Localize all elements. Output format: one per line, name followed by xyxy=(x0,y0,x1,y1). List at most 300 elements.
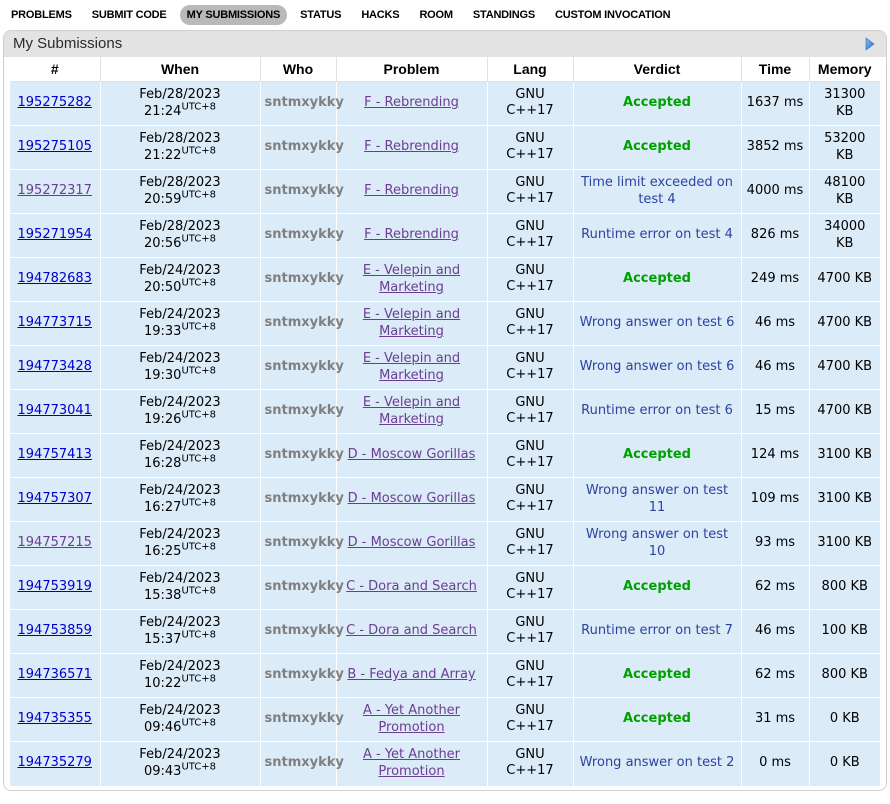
verdict-cell xyxy=(573,126,741,170)
submission-row xyxy=(10,82,880,126)
memory-value: 48100 KB xyxy=(824,174,866,207)
verdict-cell xyxy=(573,390,741,434)
submissions-tbody xyxy=(10,82,880,786)
submission-date: Feb/28/2023 xyxy=(139,218,221,234)
submission-date: Feb/24/2023 xyxy=(139,746,221,762)
handle-label: sntmxykky xyxy=(264,139,344,155)
submission-date: Feb/28/2023 xyxy=(139,174,221,190)
memory-cell xyxy=(809,698,880,742)
memory-cell xyxy=(809,610,880,654)
submission-id-link[interactable]: 194753919 xyxy=(17,579,92,595)
timezone-label: UTC+8 xyxy=(181,585,217,597)
handle-label: sntmxykky xyxy=(264,403,344,419)
verdict-text: Accepted xyxy=(623,711,691,727)
memory-value: 0 KB xyxy=(829,711,860,727)
col-header-who: Who xyxy=(260,57,336,82)
problem-cell xyxy=(336,302,487,346)
col-header-problem: Problem xyxy=(336,57,487,82)
nav-tab[interactable]: ROOM xyxy=(419,9,453,21)
handle-label: sntmxykky xyxy=(264,579,344,595)
timezone-label: UTC+8 xyxy=(181,717,217,729)
nav-tab[interactable]: STANDINGS xyxy=(472,9,536,21)
timezone-label: UTC+8 xyxy=(181,497,217,509)
submission-row xyxy=(10,214,880,258)
timezone-label: UTC+8 xyxy=(181,365,217,377)
submission-date: Feb/24/2023 xyxy=(139,614,221,630)
lang-label: GNU C++17 xyxy=(506,130,554,163)
problem-link[interactable]: F - Rebrending xyxy=(364,95,459,111)
verdict-cell xyxy=(573,566,741,610)
handle-label: sntmxykky xyxy=(264,315,344,331)
submission-id-cell xyxy=(10,522,100,566)
problem-link[interactable]: E - Velepin and Marketing xyxy=(362,394,461,427)
timezone-label: UTC+8 xyxy=(181,541,217,553)
submission-id-link[interactable]: 194736571 xyxy=(17,667,92,683)
time-cell xyxy=(741,522,809,566)
submission-id-link[interactable]: 195275105 xyxy=(17,139,92,155)
problem-cell xyxy=(336,698,487,742)
submission-id-link[interactable]: 195271954 xyxy=(17,227,92,243)
when-cell xyxy=(100,302,260,346)
submission-row xyxy=(10,742,880,786)
submission-row xyxy=(10,170,880,214)
verdict-cell xyxy=(573,214,741,258)
memory-value: 4700 KB xyxy=(817,315,873,331)
verdict-text: Time limit exceeded on test 4 xyxy=(581,174,733,207)
handle-label: sntmxykky xyxy=(264,271,344,287)
time-value: 124 ms xyxy=(750,447,800,463)
lang-cell xyxy=(487,522,573,566)
problem-link[interactable]: F - Rebrending xyxy=(364,227,459,243)
memory-value: 4700 KB xyxy=(817,271,873,287)
timezone-label: UTC+8 xyxy=(181,145,217,157)
lang-label: GNU C++17 xyxy=(506,482,554,515)
submission-date: Feb/24/2023 xyxy=(139,658,221,674)
verdict-cell xyxy=(573,698,741,742)
timezone-label: UTC+8 xyxy=(181,233,217,245)
submission-date: Feb/24/2023 xyxy=(139,350,221,366)
problem-link[interactable]: D - Moscow Gorillas xyxy=(347,491,476,507)
timezone-label: UTC+8 xyxy=(181,761,217,773)
my-submissions-panel xyxy=(3,30,887,791)
memory-value: 4700 KB xyxy=(817,359,873,375)
submission-id-cell xyxy=(10,82,100,126)
verdict-text: Wrong answer on test 10 xyxy=(585,526,729,559)
problem-link[interactable]: D - Moscow Gorillas xyxy=(347,447,476,463)
time-cell xyxy=(741,566,809,610)
submission-time: $16:25^{UTC+8}$ xyxy=(143,541,217,559)
handle-label: sntmxykky xyxy=(264,623,344,639)
lang-cell xyxy=(487,302,573,346)
submission-row xyxy=(10,434,880,478)
problem-link[interactable]: F - Rebrending xyxy=(364,139,459,155)
submission-id-cell xyxy=(10,478,100,522)
when-cell xyxy=(100,566,260,610)
problem-cell xyxy=(336,346,487,390)
verdict-text: Accepted xyxy=(623,95,691,111)
time-cell xyxy=(741,390,809,434)
problem-cell xyxy=(336,478,487,522)
timezone-label: UTC+8 xyxy=(181,673,217,685)
timezone-label: UTC+8 xyxy=(181,101,217,113)
submission-id-link[interactable]: 194757413 xyxy=(17,447,92,463)
when-cell xyxy=(100,82,260,126)
verdict-cell xyxy=(573,170,741,214)
memory-cell xyxy=(809,654,880,698)
who-cell xyxy=(260,434,344,478)
who-cell xyxy=(260,742,344,786)
submission-date: Feb/24/2023 xyxy=(139,438,221,454)
handle-label: sntmxykky xyxy=(264,227,344,243)
verdict-text: Accepted xyxy=(623,447,691,463)
memory-value: 3100 KB xyxy=(817,447,873,463)
problem-link[interactable]: F - Rebrending xyxy=(364,183,459,199)
submission-id-cell xyxy=(10,698,100,742)
memory-value: 34000 KB xyxy=(824,218,866,251)
problem-link[interactable]: B - Fedya and Array xyxy=(347,667,476,683)
who-cell xyxy=(260,126,344,170)
verdict-text: Runtime error on test 6 xyxy=(581,403,733,419)
handle-label: sntmxykky xyxy=(264,667,344,683)
contest-nav-bar xyxy=(0,0,890,30)
collapse-arrow-icon[interactable] xyxy=(863,36,877,52)
memory-cell xyxy=(809,522,880,566)
lang-cell xyxy=(487,214,573,258)
who-cell xyxy=(260,478,344,522)
handle-label: sntmxykky xyxy=(264,755,344,771)
problem-cell xyxy=(336,434,487,478)
memory-value: 800 KB xyxy=(821,667,868,683)
lang-cell xyxy=(487,610,573,654)
time-value: 15 ms xyxy=(754,403,796,419)
lang-cell xyxy=(487,170,573,214)
time-value: 46 ms xyxy=(754,359,796,375)
time-value: 62 ms xyxy=(754,579,796,595)
verdict-cell xyxy=(573,478,741,522)
verdict-text: Wrong answer on test 2 xyxy=(579,755,735,771)
table-header-row xyxy=(10,57,880,82)
when-cell xyxy=(100,522,260,566)
submission-id-cell xyxy=(10,214,100,258)
verdict-text: Runtime error on test 4 xyxy=(581,227,733,243)
lang-label: GNU C++17 xyxy=(506,702,554,735)
submission-date: Feb/24/2023 xyxy=(139,306,221,322)
problem-cell xyxy=(336,126,487,170)
submission-date: Feb/24/2023 xyxy=(139,702,221,718)
time-value: 93 ms xyxy=(754,535,796,551)
submission-time: $19:33^{UTC+8}$ xyxy=(143,321,217,339)
nav-tab[interactable]: SUBMIT CODE xyxy=(91,9,167,21)
time-cell xyxy=(741,126,809,170)
submission-id-link[interactable]: 194773715 xyxy=(17,315,92,331)
submission-date: Feb/24/2023 xyxy=(139,262,221,278)
nav-tab[interactable]: MY SUBMISSIONS xyxy=(180,5,288,25)
when-cell xyxy=(100,434,260,478)
submission-time: $10:22^{UTC+8}$ xyxy=(143,673,217,691)
verdict-cell xyxy=(573,302,741,346)
who-cell xyxy=(260,346,344,390)
who-cell xyxy=(260,170,344,214)
submission-date: Feb/28/2023 xyxy=(139,86,221,102)
time-cell xyxy=(741,302,809,346)
problem-link[interactable]: D - Moscow Gorillas xyxy=(347,535,476,551)
lang-cell xyxy=(487,742,573,786)
submission-row xyxy=(10,478,880,522)
timezone-label: UTC+8 xyxy=(181,321,217,333)
who-cell xyxy=(260,302,344,346)
verdict-cell xyxy=(573,654,741,698)
panel-caption xyxy=(4,31,886,57)
memory-cell xyxy=(809,742,880,786)
handle-label: sntmxykky xyxy=(264,491,344,507)
handle-label: sntmxykky xyxy=(264,447,344,463)
submission-id-cell xyxy=(10,302,100,346)
submission-time: $15:38^{UTC+8}$ xyxy=(143,585,217,603)
col-header-id: # xyxy=(10,57,100,82)
verdict-text: Accepted xyxy=(623,271,691,287)
lang-cell xyxy=(487,654,573,698)
verdict-cell xyxy=(573,258,741,302)
col-header-memory: Memory xyxy=(809,57,880,82)
memory-cell xyxy=(809,566,880,610)
memory-value: 3100 KB xyxy=(817,535,873,551)
submission-id-cell xyxy=(10,654,100,698)
problem-link[interactable]: E - Velepin and Marketing xyxy=(362,262,461,295)
time-value: 109 ms xyxy=(750,491,800,507)
time-cell xyxy=(741,478,809,522)
problem-cell xyxy=(336,390,487,434)
lang-cell xyxy=(487,478,573,522)
when-cell xyxy=(100,170,260,214)
col-header-time: Time xyxy=(741,57,809,82)
submission-id-cell xyxy=(10,126,100,170)
submission-row xyxy=(10,302,880,346)
lang-label: GNU C++17 xyxy=(506,174,554,207)
verdict-text: Wrong answer on test 6 xyxy=(579,315,735,331)
time-cell xyxy=(741,434,809,478)
when-cell xyxy=(100,258,260,302)
time-cell xyxy=(741,698,809,742)
submission-date: Feb/24/2023 xyxy=(139,570,221,586)
submission-time: $09:46^{UTC+8}$ xyxy=(143,717,217,735)
col-header-verdict: Verdict xyxy=(573,57,741,82)
col-header-when: When xyxy=(100,57,260,82)
lang-label: GNU C++17 xyxy=(506,614,554,647)
time-cell xyxy=(741,610,809,654)
lang-cell xyxy=(487,126,573,170)
time-cell xyxy=(741,742,809,786)
submission-date: Feb/28/2023 xyxy=(139,130,221,146)
verdict-text: Wrong answer on test 6 xyxy=(579,359,735,375)
verdict-text: Accepted xyxy=(623,579,691,595)
when-cell xyxy=(100,610,260,654)
lang-label: GNU C++17 xyxy=(506,747,554,779)
submission-id-link[interactable]: 194735355 xyxy=(17,711,92,727)
submission-id-cell xyxy=(10,566,100,610)
timezone-label: UTC+8 xyxy=(181,277,217,289)
memory-value: 31300 KB xyxy=(824,86,866,119)
submission-row xyxy=(10,346,880,390)
lang-cell xyxy=(487,346,573,390)
verdict-text: Wrong answer on test 11 xyxy=(585,482,729,515)
submission-id-link[interactable]: 195272317 xyxy=(17,183,92,199)
memory-cell xyxy=(809,302,880,346)
time-value: 826 ms xyxy=(750,227,800,243)
lang-label: GNU C++17 xyxy=(506,218,554,251)
submission-row xyxy=(10,610,880,654)
time-value: 3852 ms xyxy=(746,139,804,155)
nav-tab[interactable]: HACKS xyxy=(361,9,400,21)
submission-time: $19:26^{UTC+8}$ xyxy=(143,409,217,427)
time-cell xyxy=(741,346,809,390)
submission-time: $16:27^{UTC+8}$ xyxy=(143,497,217,515)
problem-link[interactable]: A - Yet Another Promotion xyxy=(362,702,461,735)
lang-label: GNU C++17 xyxy=(506,526,554,559)
nav-tab[interactable]: STATUS xyxy=(300,9,342,21)
problem-link[interactable]: A - Yet Another Promotion xyxy=(362,746,461,779)
submission-id-link[interactable]: 194757307 xyxy=(17,491,92,507)
problem-link[interactable]: C - Dora and Search xyxy=(346,623,477,639)
problem-cell xyxy=(336,610,487,654)
memory-value: 800 KB xyxy=(821,579,868,595)
problem-cell xyxy=(336,742,487,786)
who-cell xyxy=(260,214,344,258)
memory-cell xyxy=(809,82,880,126)
submission-row xyxy=(10,126,880,170)
submission-id-cell xyxy=(10,434,100,478)
submission-time: $21:24^{UTC+8}$ xyxy=(143,101,217,119)
submissions-table xyxy=(10,57,880,786)
time-value: 46 ms xyxy=(754,315,796,331)
submission-date: Feb/24/2023 xyxy=(139,394,221,410)
timezone-label: UTC+8 xyxy=(181,409,217,421)
memory-cell xyxy=(809,478,880,522)
submission-time: $21:22^{UTC+8}$ xyxy=(143,145,217,163)
verdict-text: Runtime error on test 7 xyxy=(581,623,733,639)
submission-time: $20:50^{UTC+8}$ xyxy=(143,277,217,295)
problem-cell xyxy=(336,522,487,566)
handle-label: sntmxykky xyxy=(264,183,344,199)
when-cell xyxy=(100,390,260,434)
time-value: 31 ms xyxy=(754,711,796,727)
submission-row xyxy=(10,566,880,610)
submission-time: $09:43^{UTC+8}$ xyxy=(143,761,217,779)
panel-title: My Submissions xyxy=(13,35,123,52)
lang-cell xyxy=(487,390,573,434)
submission-id-cell xyxy=(10,742,100,786)
who-cell xyxy=(260,258,344,302)
memory-cell xyxy=(809,170,880,214)
submission-id-cell xyxy=(10,610,100,654)
who-cell xyxy=(260,698,344,742)
time-cell xyxy=(741,654,809,698)
time-value: 4000 ms xyxy=(746,183,804,199)
submission-id-link[interactable]: 194757215 xyxy=(17,535,92,551)
time-value: 1637 ms xyxy=(746,95,804,111)
who-cell xyxy=(260,390,344,434)
time-cell xyxy=(741,170,809,214)
submission-date: Feb/24/2023 xyxy=(139,526,221,542)
problem-cell xyxy=(336,214,487,258)
nav-tab[interactable]: PROBLEMS xyxy=(11,9,72,21)
lang-cell xyxy=(487,566,573,610)
submission-time: $15:37^{UTC+8}$ xyxy=(143,629,217,647)
submission-row xyxy=(10,522,880,566)
who-cell xyxy=(260,82,344,126)
memory-value: 3100 KB xyxy=(817,491,873,507)
verdict-cell xyxy=(573,82,741,126)
who-cell xyxy=(260,654,344,698)
submission-id-cell xyxy=(10,170,100,214)
time-cell xyxy=(741,82,809,126)
lang-cell xyxy=(487,698,573,742)
submission-time: $16:28^{UTC+8}$ xyxy=(143,453,217,471)
when-cell xyxy=(100,214,260,258)
lang-label: GNU C++17 xyxy=(506,438,554,471)
submission-id-link[interactable]: 195275282 xyxy=(17,95,92,111)
submission-id-link[interactable]: 194773041 xyxy=(17,403,92,419)
lang-label: GNU C++17 xyxy=(506,262,554,295)
who-cell xyxy=(260,522,344,566)
submission-time: $20:56^{UTC+8}$ xyxy=(143,233,217,251)
who-cell xyxy=(260,566,344,610)
submission-row xyxy=(10,390,880,434)
memory-value: 0 KB xyxy=(829,755,860,771)
lang-label: GNU C++17 xyxy=(506,570,554,603)
problem-link[interactable]: E - Velepin and Marketing xyxy=(362,350,461,383)
submission-row xyxy=(10,698,880,742)
verdict-text: Accepted xyxy=(623,139,691,155)
handle-label: sntmxykky xyxy=(264,359,344,375)
handle-label: sntmxykky xyxy=(264,95,344,111)
problem-link[interactable]: C - Dora and Search xyxy=(346,579,477,595)
submission-id-link[interactable]: 194782683 xyxy=(17,271,92,287)
panel-bottom-padding xyxy=(4,786,886,790)
memory-cell xyxy=(809,390,880,434)
timezone-label: UTC+8 xyxy=(181,453,217,465)
when-cell xyxy=(100,698,260,742)
problem-cell xyxy=(336,170,487,214)
submission-time: $20:59^{UTC+8}$ xyxy=(143,189,217,207)
lang-label: GNU C++17 xyxy=(506,394,554,427)
verdict-text: Accepted xyxy=(623,667,691,683)
problem-cell xyxy=(336,82,487,126)
lang-label: GNU C++17 xyxy=(506,86,554,119)
verdict-cell xyxy=(573,742,741,786)
submission-id-cell xyxy=(10,258,100,302)
memory-cell xyxy=(809,434,880,478)
submission-id-link[interactable]: 194773428 xyxy=(17,359,92,375)
time-value: 46 ms xyxy=(754,623,796,639)
memory-value: 4700 KB xyxy=(817,403,873,419)
handle-label: sntmxykky xyxy=(264,535,344,551)
timezone-label: UTC+8 xyxy=(181,189,217,201)
problem-link[interactable]: E - Velepin and Marketing xyxy=(362,306,461,339)
lang-cell xyxy=(487,434,573,478)
submission-id-link[interactable]: 194735279 xyxy=(17,755,92,771)
nav-tab[interactable]: CUSTOM INVOCATION xyxy=(555,9,671,21)
memory-cell xyxy=(809,214,880,258)
handle-label: sntmxykky xyxy=(264,711,344,727)
submission-row xyxy=(10,258,880,302)
lang-label: GNU C++17 xyxy=(506,350,554,383)
lang-cell xyxy=(487,82,573,126)
submission-row xyxy=(10,654,880,698)
submission-id-cell xyxy=(10,390,100,434)
submission-id-cell xyxy=(10,346,100,390)
col-header-lang: Lang xyxy=(487,57,573,82)
submission-id-link[interactable]: 194753859 xyxy=(17,623,92,639)
